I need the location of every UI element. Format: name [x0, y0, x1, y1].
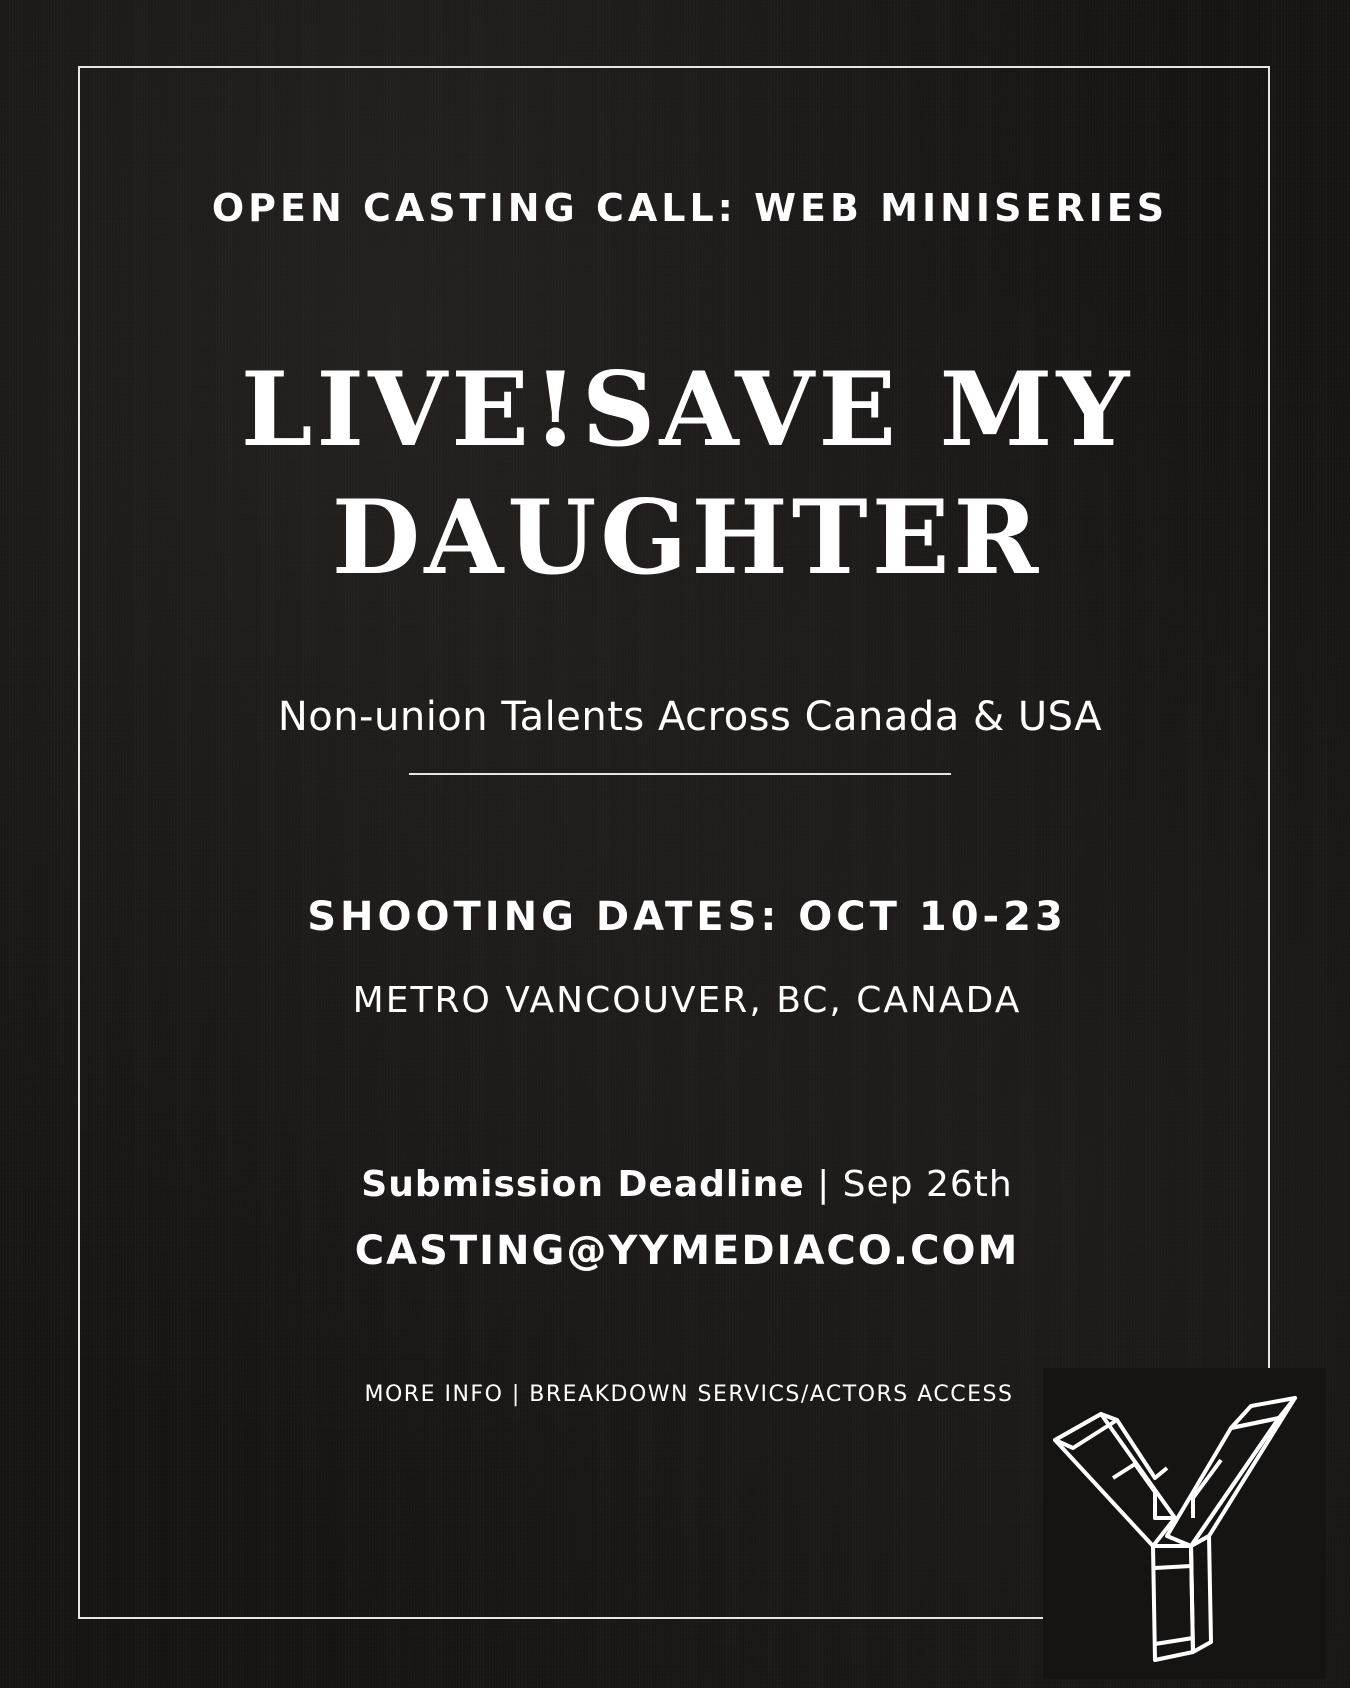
deadline-label: Submission Deadline — [361, 1164, 805, 1205]
deadline-date: Sep 26th — [842, 1164, 1013, 1205]
casting-email: CASTING@YYMEDIACO.COM — [354, 1228, 1020, 1274]
logo-badge — [1043, 1368, 1326, 1679]
submission-deadline — [0, 1164, 1350, 1205]
title-line-1: LIVE!SAVE MY — [240, 350, 1134, 470]
poster-title — [0, 346, 1350, 602]
shooting-dates: SHOOTING DATES: OCT 10-23 — [307, 894, 1067, 940]
talent-subtitle: Non-union Talents Across Canada & USA — [277, 694, 1103, 740]
shooting-location: METRO VANCOUVER, BC, CANADA — [352, 980, 1022, 1021]
divider-line — [409, 773, 951, 775]
title-line-2: DAUGHTER — [331, 478, 1043, 598]
casting-call-kicker: OPEN CASTING CALL: WEB MINISERIES — [211, 186, 1169, 230]
more-info-line: MORE INFO | BREAKDOWN SERVICS/ACTORS ACCESS — [364, 1382, 1014, 1407]
y-3d-logo-icon — [1043, 1368, 1326, 1679]
deadline-separator: | — [804, 1164, 843, 1205]
